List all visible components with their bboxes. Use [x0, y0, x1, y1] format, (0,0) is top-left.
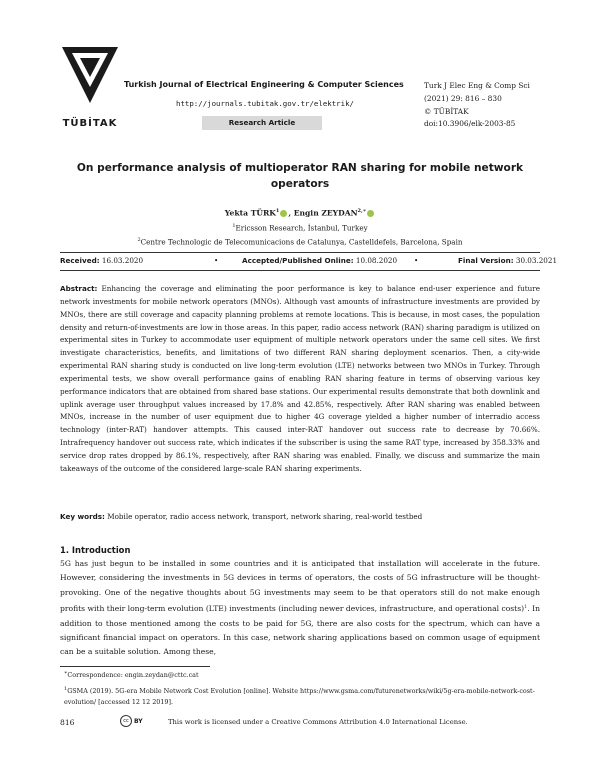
correspondence-mark: ∗	[64, 670, 68, 676]
section-heading: 1. Introduction	[60, 545, 131, 555]
divider	[60, 252, 540, 253]
accepted-label: Accepted/Published Online:	[242, 256, 354, 265]
affiliations	[60, 220, 540, 249]
affiliation-2-sup: 2	[137, 237, 141, 244]
affiliation-1-sup: 1	[232, 223, 236, 229]
author-list	[60, 208, 540, 218]
accepted-value: 10.08.2020	[355, 256, 398, 265]
cc-by-badge[interactable]	[120, 715, 160, 727]
footnote-1	[64, 684, 540, 707]
keywords-label: Key words:	[60, 512, 105, 521]
by-icon: BY	[134, 717, 143, 725]
divider	[60, 270, 540, 271]
logo-text: TÜBİTAK	[62, 118, 118, 129]
page-number: 816	[60, 718, 75, 727]
author-2-sup: 2,∗	[357, 208, 367, 214]
final-value: 30.03.2021	[515, 256, 558, 265]
bullet: •	[214, 256, 219, 265]
keywords	[60, 512, 540, 521]
correspondence-footnote	[64, 670, 199, 679]
paper-title: On performance analysis of multioperator RAN sharing for mobile network operators	[76, 162, 524, 190]
received-label: Received:	[60, 256, 100, 265]
footnote-divider	[60, 666, 210, 667]
keywords-text: Mobile operator, radio access network, transport, network sharing, real-world testbed	[107, 512, 423, 521]
author-1: Yekta TÜRK	[224, 208, 276, 218]
dates-row	[60, 256, 558, 268]
citation-block	[424, 80, 530, 131]
correspondence-text: Correspondence: engin.zeydan@cttc.cat	[67, 671, 199, 680]
cc-icon: cc	[120, 715, 132, 727]
abstract-text: Enhancing the coverage and eliminating the poor performance is key to balance end-user experience and future network investments for mobile network operators (MNOs). Although vast amounts of infrastructure investments are provided by MNOs, there are still coverage and capacity planning problems at remote locations. This is because, in most cases, the population density and return-of-investments are low in those areas. In this paper, radio access network (RAN) sharing paradigm is utilized on experimental sites in Turkey to accommodate user equipment of multiple network operators under the same cell sites. We first investigate characteristics, benefits, and limitations of two different RAN sharing deployment scenarios. Then, a city-wide experimental RAN sharing study is conducted on live long-term evolution (LTE) networks between two MNOs in Turkey. Through experimental tests, we show overall performance gains of enabling RAN sharing feature in terms of observing various key performance indicators that are obtained from shared base stations. Our experimental results demonstrate that both downlink and uplink average user throughput values increased by 17.8% and 42.85%, respectively. After RAN sharing was enabled between MNOs, increase in the number of user equipment due to higher 4G coverage yielded a higher number of interradio access technology (inter-RAT) handover attempts. This caused inter-RAT handover out success rate to decrease by 70.66%. Intrafrequency handover out success rate, which indicates if the subscriber is using the same RAT type, increased by 358.33% and service drop rates dropped by 86.1%, respectively, after RAN sharing was enabled. Finally, we discuss and summarize the main takeaways of the outcome of the considered large-scale RAN sharing experiments.	[60, 284, 540, 473]
cite-volume: (2021) 29: 816 – 830	[424, 93, 502, 103]
orcid-icon[interactable]	[280, 210, 287, 217]
intro-part-1: 5G has just begun to be installed in some countries and it is anticipated that installation will accelerate in the future. However, considering the investments in 5G devices in terms of operators, the costs of 5G infrastructure will be thought-provoking. One of the negative thoughts about 5G investments may seem to be that operators still do not make enough profits with their long-term evolution (LTE) investments (including newer devices, infrastructure, and operational costs)	[60, 559, 540, 614]
footnote-1-text: GSMA (2019). 5G-era Mobile Network Cost Evolution [online]. Website https://www.gsma.com/futurenetworks/wiki/5g-era-mobile-network-cost-evolution/ [accessed 12 12 2019].	[64, 687, 535, 706]
author-separator: ,	[288, 208, 292, 218]
introduction-text	[60, 557, 540, 660]
received-value: 16.03.2020	[101, 256, 144, 265]
footnote-link[interactable]: 1	[524, 604, 528, 611]
cite-doi[interactable]: doi:10.3906/elk-2003-85	[424, 119, 516, 129]
affiliation-1-text: Ericsson Research, İstanbul, Turkey	[235, 223, 368, 233]
author-2: Engin ZEYDAN	[293, 208, 358, 218]
author-1-sup: 1	[275, 208, 280, 214]
footnote-1-mark: 1	[64, 686, 68, 692]
journal-name: Turkish Journal of Electrical Engineering & Computer Sciences	[124, 80, 404, 89]
affiliation-2	[60, 234, 540, 248]
abstract-label: Abstract:	[60, 284, 98, 293]
journal-url[interactable]: http://journals.tubitak.gov.tr/elektrik/	[176, 99, 354, 108]
final-label: Final Version:	[458, 256, 514, 265]
intro-part-2: . In addition to those mentioned among the costs to be paid for 5G, there are also costs for the spectrum, which can have a significant financial impact on operators. In this case, network sharing applications based on common usage of equipment can be a suitable solution. Among these,	[60, 604, 541, 657]
cite-copyright: © TÜBİTAK	[424, 106, 469, 116]
tubitak-logo	[60, 45, 120, 117]
article-type-badge: Research Article	[202, 116, 322, 130]
affiliation-2-text: Centre Technologic de Telecomunicacions de Catalunya, Castelldefels, Barcelona, Spain	[140, 237, 463, 247]
bullet: •	[414, 256, 419, 265]
cite-journal: Turk J Elec Eng & Comp Sci	[424, 81, 530, 90]
abstract	[60, 283, 540, 476]
affiliation-1	[60, 220, 540, 234]
license-text: This work is licensed under a Creative Commons Attribution 4.0 International License.	[168, 718, 468, 726]
orcid-icon[interactable]	[367, 210, 374, 217]
